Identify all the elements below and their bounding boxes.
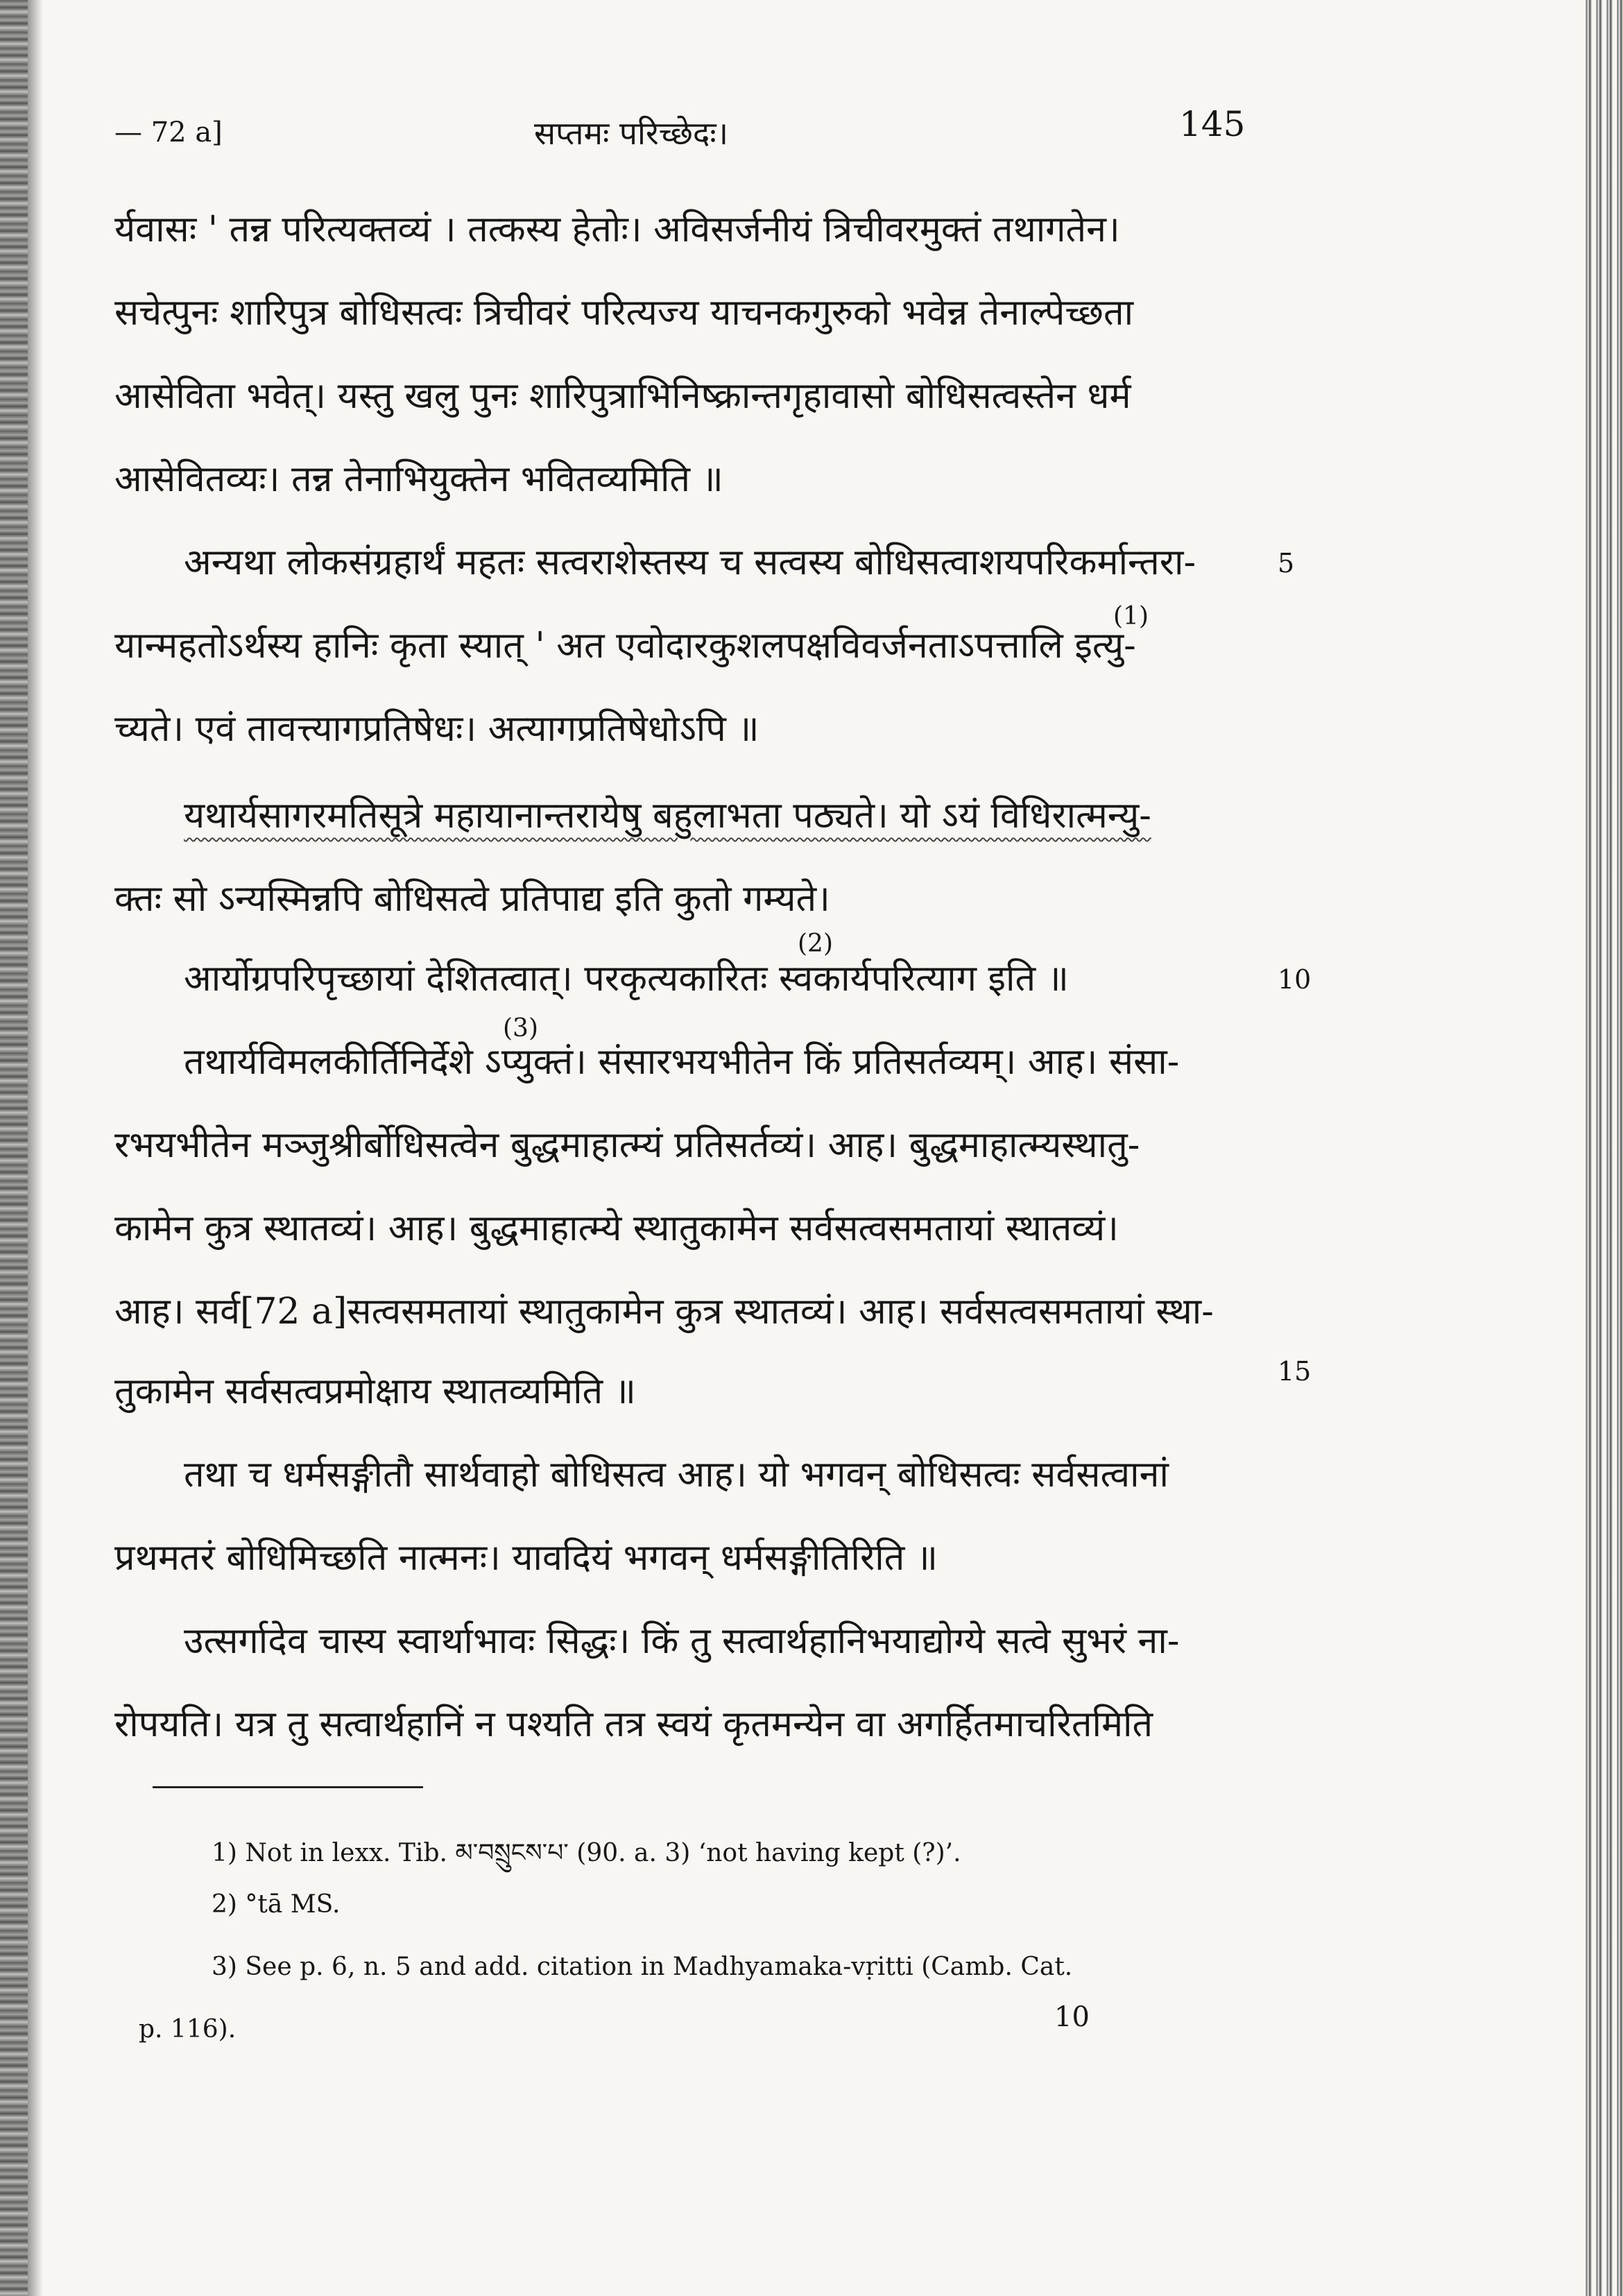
line-number-5: 5 — [1278, 548, 1295, 579]
page-number: 145 — [1179, 104, 1246, 144]
signature-number: 10 — [1054, 2001, 1090, 2033]
body-line-18: उत्सर्गादेव चास्य स्वार्थाभावः सिद्धः। किं तु सत्वार्थहानिभयाद्योग्ये सत्वे सुभरं ना- — [184, 1620, 1180, 1662]
body-line-7: च्यते। एवं तावत्त्यागप्रतिषेधः। अत्यागप्रतिषेधोऽपि ॥ — [114, 708, 759, 750]
body-line-12: रभयभीतेन मञ्जुश्रीर्बोधिसत्वेन बुद्धमाहात्म्यं प्रतिसर्तव्यं। आह। बुद्धमाहात्म्यस्थातु- — [114, 1124, 1140, 1166]
body-line-1: र्यवासः ' तन्न परित्यक्तव्यं । तत्कस्य हेतोः। अविसर्जनीयं त्रिचीवरमुक्तं तथागतेन। — [114, 209, 1120, 250]
body-line-6: यान्महतोऽर्थस्य हानिः कृता स्यात् ' अत एवोदारकुशलपक्षविवर्जनताऽपत्तालि इत्यु- — [114, 625, 1136, 667]
header-folio-ref: — 72 a] — [114, 117, 223, 148]
body-line-14: आह। सर्व[72 a]सत्वसमतायां स्थातुकामेन कुत्र स्थातव्यं। आह। सर्वसत्वसमतायां स्था- — [114, 1291, 1214, 1333]
scan-shadow-left — [28, 0, 43, 2296]
body-line-19: रोपयति। यत्र तु सत्वार्थहानिं न पश्यति तत्र स्वयं कृतमन्येन वा अगर्हितमाचरितमिति — [114, 1704, 1153, 1745]
body-line-3: आसेविता भवेत्। यस्तु खलु पुनः शारिपुत्राभिनिष्क्रान्तगृहावासो बोधिसत्वस्तेन धर्म — [114, 375, 1131, 417]
body-line-8: यथार्यसागरमतिसूत्रे महायानान्तरायेषु बहुलाभता पठ्यते। यो ऽयं विधिरात्मन्यु- — [184, 795, 1151, 837]
header-chapter-title: सप्तमः परिच्छेदः। — [534, 114, 729, 152]
footnote-3: 3) See p. 6, n. 5 and add. citation in Madhyamaka-vṛitti (Camb. Cat. — [212, 1953, 1073, 1981]
body-line-13: कामेन कुत्र स्थातव्यं। आह। बुद्धमाहात्म्ये स्थातुकामेन सर्वसत्वसमतायां स्थातव्यं। — [114, 1208, 1119, 1249]
note-marker-1: (1) — [1113, 602, 1149, 631]
body-line-2: सचेत्पुनः शारिपुत्र बोधिसत्वः त्रिचीवरं परित्यज्य याचनकगुरुको भवेन्न तेनाल्पेच्छता — [114, 292, 1134, 334]
body-line-5: अन्यथा लोकसंग्रहार्थं महतः सत्वराशेस्तस्य च सत्वस्य बोधिसत्वाशयपरिकर्मान्तरा- — [184, 542, 1196, 583]
body-line-10: आर्योग्रपरिपृच्छायां देशितत्वात्। परकृत्यकारितः स्वकार्यपरित्याग इति ॥ — [184, 958, 1069, 1000]
scan-binding-edge-right — [1581, 0, 1623, 2296]
line-number-10: 10 — [1278, 964, 1312, 995]
body-line-16: तथा च धर्मसङ्गीतौ सार्थवाहो बोधिसत्व आह। यो भगवन् बोधिसत्वः सर्वसत्वानां — [184, 1454, 1169, 1496]
line-number-15: 15 — [1278, 1356, 1312, 1387]
scan-binding-edge-left — [0, 0, 28, 2296]
body-line-9: क्तः सो ऽन्यस्मिन्नपि बोधिसत्वे प्रतिपाद्य इति कुतो गम्यते। — [114, 878, 830, 920]
body-line-4: आसेवितव्यः। तन्न तेनाभियुक्तेन भवितव्यमिति ॥ — [114, 459, 723, 500]
body-line-15: तुकामेन सर्वसत्वप्रमोक्षाय स्थातव्यमिति ॥ — [114, 1371, 636, 1412]
footnote-separator — [153, 1786, 423, 1788]
note-marker-2: (2) — [798, 929, 833, 958]
footnote-1: 1) Not in lexx. Tib. མ་བསྲུངས་པ་ (90. a. 3) ‘not having kept (?)’. — [212, 1839, 961, 1867]
body-line-11: तथार्यविमलकीर्तिनिर्देशे ऽप्युक्तं। संसारभयभीतेन किं प्रतिसर्तव्यम्। आह। संसा- — [184, 1041, 1180, 1083]
note-marker-3: (3) — [503, 1014, 538, 1043]
footnote-3-continued: p. 116). — [139, 2015, 237, 2044]
body-line-17: प्रथमतरं बोधिमिच्छति नात्मनः। यावदियं भगवन् धर्मसङ्गीतिरिति ॥ — [114, 1537, 938, 1579]
footnote-2: 2) °tā MS. — [212, 1890, 341, 1919]
